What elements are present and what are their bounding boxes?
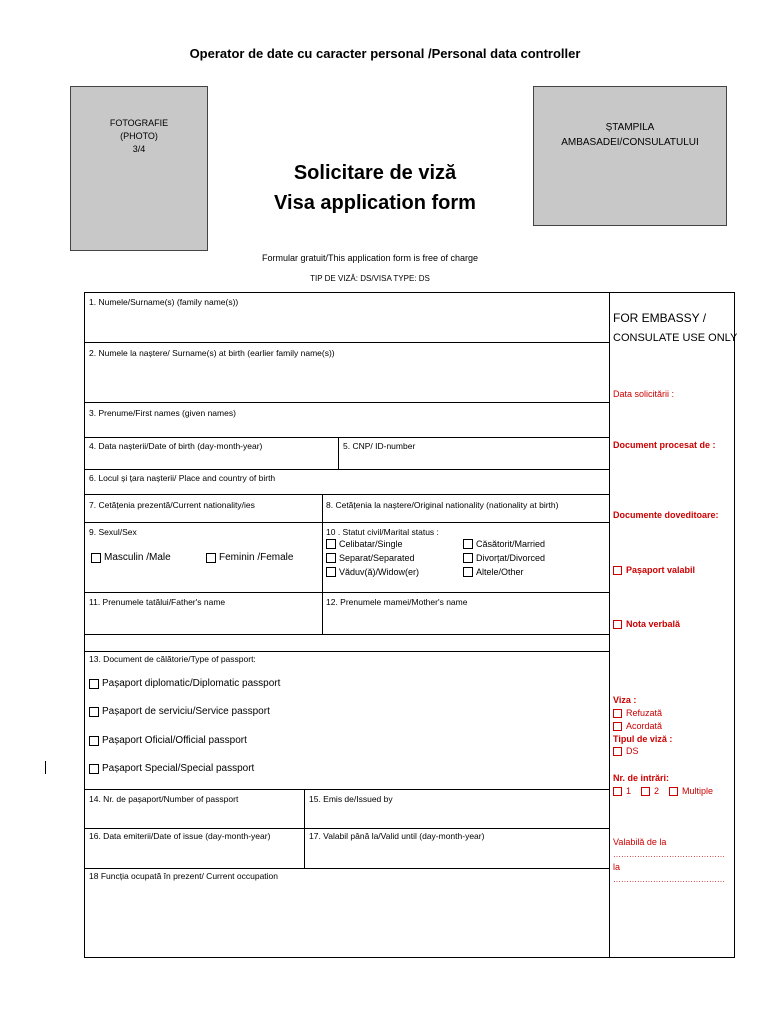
marital-separated-label: Separat/Separated [339,553,415,563]
entries-one-label: 1 [626,786,632,796]
field-date-of-birth[interactable]: 4. Data nașterii/Date of birth (day-month-year) [89,441,263,451]
passport-special-option[interactable] [89,763,254,774]
application-date-label: Data solicitării : [613,389,675,399]
passport-special-label: Pașaport Special/Special passport [102,763,255,774]
checkbox-icon[interactable] [326,553,336,563]
checkbox-icon[interactable] [89,764,99,774]
supporting-docs-label: Documente doveditoare: [613,510,719,520]
marital-widow-option[interactable] [326,567,419,577]
stamp-label-2: AMBASADEI/CONSULATULUI [561,137,699,148]
field-passport-type: 13. Document de călătorie/Type of passport: [89,654,256,664]
visa-refused-label: Refuzată [626,708,663,718]
row-line [85,868,609,869]
row-line [85,342,609,343]
field-first-names[interactable]: 3. Prenume/First names (given names) [89,408,236,418]
photo-label-ro: FOTOGRAFIE [109,118,169,128]
sex-male-label: Masculin /Male [104,552,171,563]
valid-to-label: la [613,862,621,872]
marital-single-label: Celibatar/Single [339,539,403,549]
field-father-name[interactable]: 11. Prenumele tatălui/Father's name [89,597,226,607]
processed-by-label: Document procesat de : [613,440,716,450]
checkbox-icon[interactable] [613,566,622,575]
marital-separated-option[interactable] [326,553,415,563]
checkbox-icon[interactable] [641,787,650,796]
checkbox-icon[interactable] [326,539,336,549]
side-divider [609,293,610,958]
visa-granted-option[interactable] [613,721,662,731]
visa-ds-option[interactable] [613,746,639,756]
passport-service-option[interactable] [89,706,270,717]
sex-male-option[interactable] [91,552,171,563]
row-line [85,651,609,652]
passport-service-label: Pașaport de serviciu/Service passport [102,706,270,717]
marital-divorced-option[interactable] [463,553,545,563]
marital-divorced-label: Divorțat/Divorced [476,553,546,563]
row-line [85,402,609,403]
valid-from-label: Valabilă de la [613,837,667,847]
checkbox-icon[interactable] [613,722,622,731]
entries-two-label: 2 [654,786,660,796]
field-marital-status: 10 . Statut civil/Marital status : [326,527,439,537]
checkbox-icon[interactable] [613,787,622,796]
passport-official-label: Pașaport Oficial/Official passport [102,735,247,746]
field-issue-date[interactable]: 16. Data emiterii/Date of issue (day-month-year) [89,831,271,841]
verbal-note-label: Nota verbală [626,619,681,629]
visa-type-label: Tipul de viză : [613,734,673,744]
photo-size: 3/4 [132,144,146,154]
entries-multiple-label: Multiple [682,786,714,796]
field-occupation[interactable]: 18 Funcția ocupată în prezent/ Current occupation [89,871,279,881]
photo-box [70,86,208,251]
valid-passport-option[interactable] [613,565,695,575]
field-passport-number[interactable]: 14. Nr. de pașaport/Number of passport [89,794,239,804]
field-sex: 9. Sexul/Sex [89,527,137,537]
sex-female-label: Feminin /Female [219,552,294,563]
marital-other-label: Altele/Other [476,567,524,577]
field-surname[interactable]: 1. Numele/Surname(s) (family name(s)) [89,297,239,307]
checkbox-icon[interactable] [613,747,622,756]
valid-to-dots[interactable]: …………………………………… [613,875,725,884]
checkbox-icon[interactable] [463,553,473,563]
checkbox-icon[interactable] [613,620,622,629]
field-issued-by[interactable]: 15. Emis de/Issued by [309,794,393,804]
field-current-nationality[interactable]: 7. Cetățenia prezentă/Current nationality/ies [89,500,255,510]
field-original-nationality[interactable]: 8. Cetățenia la naștere/Original nationality (nationality at birth) [326,500,559,510]
row-line [85,437,609,438]
form-title-ro: Solicitare de viză [293,162,457,184]
entries-options [613,786,713,796]
checkbox-icon[interactable] [89,679,99,689]
passport-diplomatic-label: Pașaport diplomatic/Diplomatic passport [102,678,281,689]
field-cnp[interactable]: 5. CNP/ ID-number [343,441,416,451]
row-line [85,828,609,829]
visa-label: Viza : [613,695,637,705]
visa-granted-label: Acordată [626,721,663,731]
page-header: Operator de date cu caracter personal /Personal data controller [189,46,581,61]
field-mother-name[interactable]: 12. Prenumele mamei/Mother's name [326,597,468,607]
verbal-note-option[interactable] [613,619,680,629]
marital-single-option[interactable] [326,539,403,549]
entries-label: Nr. de intrări: [613,773,670,783]
embassy-heading-line1: FOR EMBASSY / [613,311,707,325]
field-place-of-birth[interactable]: 6. Locul și țara nașterii/ Place and country of birth [89,473,276,483]
col-line [338,437,339,469]
field-surname-at-birth[interactable]: 2. Numele la naștere/ Surname(s) at birth (earlier family name(s)) [89,348,335,358]
passport-diplomatic-option[interactable] [89,678,280,689]
embassy-heading-line2: CONSULATE USE ONLY [613,332,738,344]
checkbox-icon[interactable] [89,736,99,746]
embassy-use-heading [613,308,737,348]
free-of-charge-note: Formular gratuit/This application form is free of charge [261,253,479,263]
stamp-box [533,86,727,226]
marital-married-label: Căsătorit/Married [476,539,546,549]
col-line [304,789,305,868]
marital-married-option[interactable] [463,539,545,549]
checkbox-icon[interactable] [463,567,473,577]
stamp-label-1: ȘTAMPILA [605,122,655,133]
checkbox-icon[interactable] [91,553,101,563]
marital-widow-label: Văduv(ă)/Widow(er) [339,567,420,577]
row-line [85,592,609,593]
marital-other-option[interactable] [463,567,524,577]
sex-female-option[interactable] [206,552,293,563]
checkbox-icon[interactable] [206,553,216,563]
valid-passport-label: Pașaport valabil [626,565,696,575]
checkbox-icon[interactable] [89,707,99,717]
row-line [85,469,609,470]
row-line [85,634,609,635]
visa-type-note: TIP DE VIZĂ: DS/VISA TYPE: DS [310,274,430,283]
row-line [85,494,609,495]
row-line [85,522,609,523]
photo-label-en: (PHOTO) [120,131,158,141]
checkbox-icon[interactable] [669,787,678,796]
row-line [85,789,609,790]
form-title [230,158,520,218]
checkbox-icon[interactable] [463,539,473,549]
visa-ds-label: DS [626,746,639,756]
form-title-en: Visa application form [274,192,476,214]
text-cursor [45,761,46,774]
visa-refused-option[interactable] [613,708,662,718]
col-line [322,494,323,634]
checkbox-icon[interactable] [613,709,622,718]
field-valid-until[interactable]: 17. Valabil până la/Valid until (day-month-year) [309,831,485,841]
valid-from-dots[interactable]: …………………………………… [613,850,725,859]
passport-official-option[interactable] [89,735,247,746]
checkbox-icon[interactable] [326,567,336,577]
